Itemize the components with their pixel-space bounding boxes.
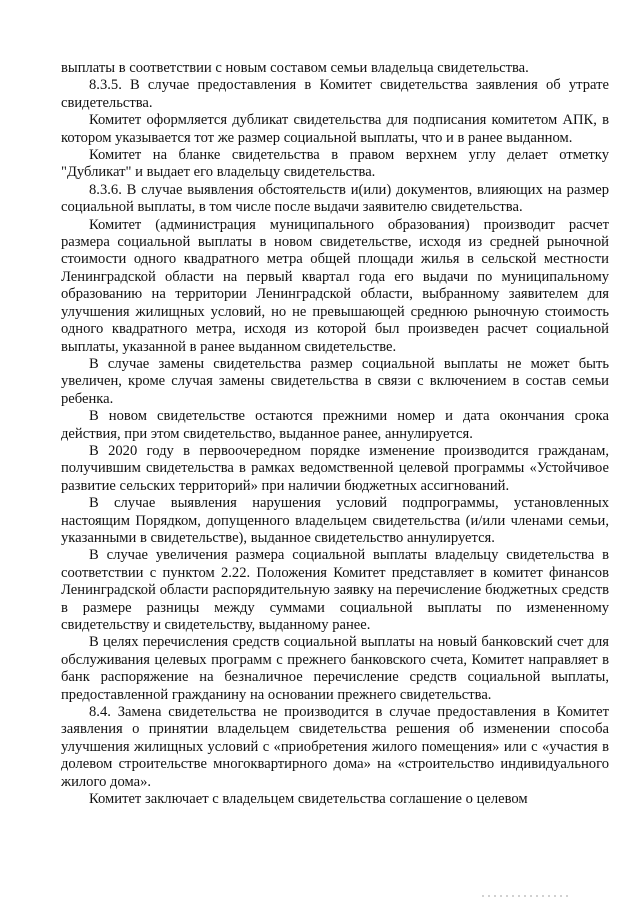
document-body [61,60,609,808]
paragraph-12: В целях перечисления средств социальной выплаты на новый банковский счет для обслуживания целевых программ с прежнего банковского счета, Комитет направляет в банк распоряжение на безналичное перечисление средств социальной выплаты, предоставленной гражданину на основании прежнего свидетельства. [61,634,609,703]
paragraph-13: 8.4. Замена свидетельства не производится в случае предоставления в Комитет заявления о принятии владельцем свидетельства решения об изменении способа улучшения жилищных условий с «приобретения жилого помещения» или с «участия в долевом строительстве многоквартирного дома» на «строительство индивидуального жилого дома». [61,704,609,790]
paragraph-11: В случае увеличения размера социальной выплаты владельцу свидетельства в соответствии с пунктом 2.22. Положения Комитет представляет в комитет финансов Ленинградской области распорядительную заявку на перечисление бюджетных средств в размере разницы между суммами социальной выплаты по измененному свидетельству и свидетельству, выданному ранее. [61,547,609,633]
paragraph-4: Комитет на бланке свидетельства в правом верхнем углу делает отметку "Дубликат" и выдает его владельцу свидетельства. [61,147,609,181]
paragraph-14: Комитет заключает с владельцем свидетельства соглашение о целевом [89,791,528,808]
scan-noise-dots [480,893,570,899]
paragraph-1: выплаты в соответствии с новым составом семьи владельца свидетельства. [61,60,529,76]
paragraph-7: В случае замены свидетельства размер социальной выплаты не может быть увеличен, кроме случая замены свидетельства в связи с включением в состав семьи ребенка. [61,355,609,407]
paragraph-2: 8.3.5. В случае предоставления в Комитет свидетельства заявления об утрате свидетельства. [61,77,609,111]
paragraph-5: 8.3.6. В случае выявления обстоятельств и(или) документов, влияющих на размер социальной выплаты, в том числе после выдачи заявителю свидетельства. [61,181,609,216]
paragraph-6: Комитет (администрация муниципального образования) производит расчет размера социальной выплаты в новом свидетельстве, исходя из средней рыночной стоимости одного квадратного метра общей площади жилья в сельской местности Ленинградской области на первый квартал года его выдачи по муниципальному образованию на территории Ленинградской области, выбранному заявителем для улучшения жилищных условий, но не превышающей среднюю рыночную стоимость одного квадратного метра, исходя из которой был произведен расчет социальной выплаты, указанной в ранее выданном свидетельстве. [61,216,609,355]
paragraph-9: В 2020 году в первоочередном порядке изменение производится гражданам, получившим свидетельства в рамках ведомственной целевой программы «Устойчивое развитие сельских территорий» при наличии бюджетных ассигнований. [61,442,609,494]
paragraph-8: В новом свидетельстве остаются прежними номер и дата окончания срока действия, при этом свидетельство, выданное ранее, аннулируется. [61,408,609,442]
paragraph-3: Комитет оформляется дубликат свидетельства для подписания комитетом АПК, в котором указывается тот же размер социальной выплаты, что и в ранее выданном. [61,112,609,146]
paragraph-10: В случае выявления нарушения условий подпрограммы, установленных настоящим Порядком, допущенного владельцем свидетельства (и/или членами семьи, указанными в свидетельстве), выданное свидетельство аннулируется. [61,495,609,546]
